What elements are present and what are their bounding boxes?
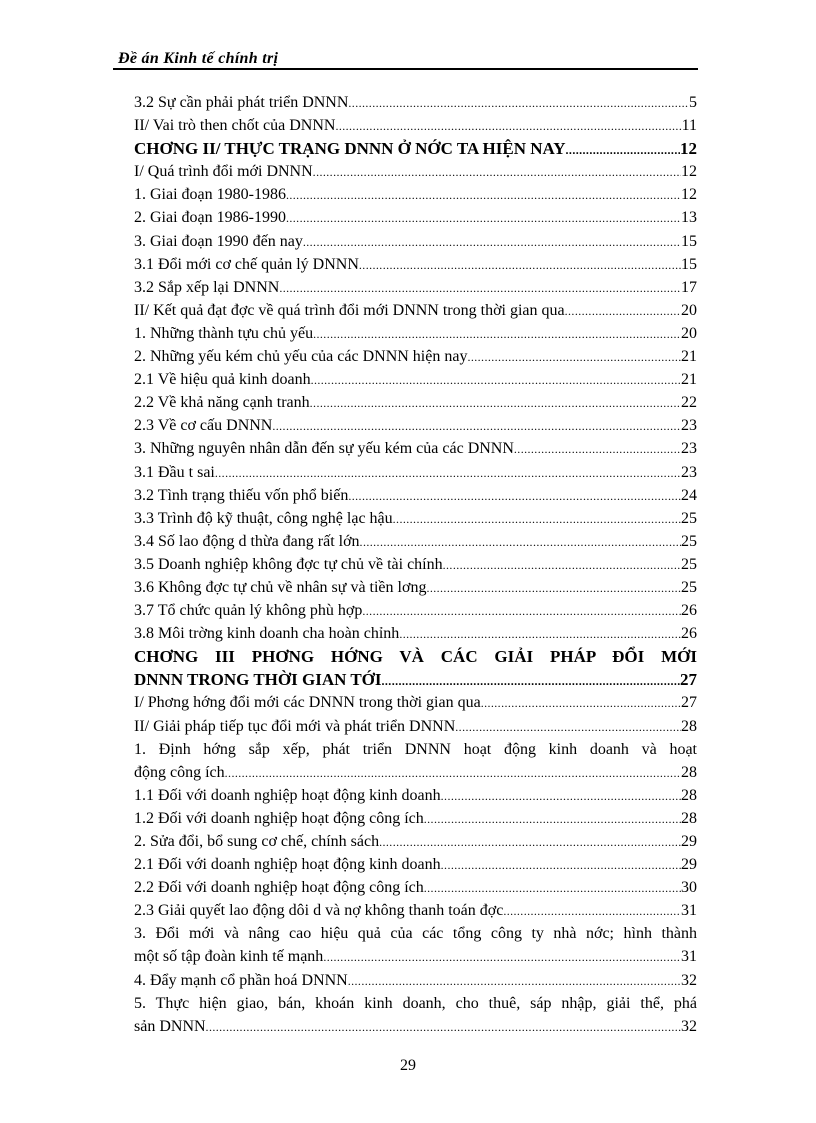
toc-dot-leader [225, 762, 681, 784]
toc-entry-page: 11 [681, 117, 697, 135]
toc-entry-page: 5 [689, 94, 697, 111]
toc-entry [134, 969, 697, 992]
toc-entry [134, 253, 697, 276]
toc-dot-leader [272, 415, 681, 437]
toc-entry-title: 2. Giai đoạn 1986-1990 [134, 209, 286, 227]
toc-entry-page: 25 [681, 532, 697, 550]
toc-entry [134, 437, 697, 460]
toc-entry-page: 31 [681, 902, 697, 920]
toc-entry-page: 23 [681, 417, 697, 435]
toc-entry-title: 1. Định hớng sắp xếp, phát triển DNNN hoạt động kinh doanh và hoạt [134, 740, 697, 758]
toc-dot-leader [565, 300, 681, 322]
toc-entry-page: 17 [681, 278, 697, 296]
toc-dot-leader [335, 115, 681, 137]
toc-entry-page: 15 [681, 232, 697, 250]
toc-entry-page: 28 [681, 809, 697, 827]
toc-entry-title: DNNN TRONG THỜI GIAN TỚI [134, 670, 382, 690]
toc-entry [134, 299, 697, 322]
toc-entry-title: một số tập đoàn kinh tế mạnh [134, 948, 324, 966]
toc-entry-page: 31 [681, 948, 697, 966]
toc-entry-title: 3.4 Số lao động d thừa đang rất lớn [134, 532, 360, 550]
toc-entry-title: 2.2 Về khả năng cạnh tranh [134, 394, 310, 412]
toc-entry-title: 2.1 Về hiệu quả kinh doanh [134, 371, 311, 389]
toc-dot-leader [424, 877, 681, 899]
table-of-contents [134, 91, 697, 1038]
toc-entry-title: 2.3 Về cơ cấu DNNN [134, 417, 273, 435]
toc-entry-title: sản DNNN [134, 1017, 206, 1035]
toc-entry-title: 3.1 Đầu t sai [134, 463, 215, 481]
toc-entry-title: 1. Những thành tựu chủ yếu [134, 324, 314, 342]
toc-dot-leader [441, 785, 681, 807]
toc-dot-leader [379, 831, 681, 853]
toc-entry-title: 3.8 Môi trờng kinh doanh cha hoàn chỉnh [134, 625, 400, 643]
toc-entry-page: 25 [681, 555, 697, 573]
toc-entry [134, 276, 697, 299]
toc-entry-title: 3.6 Không đợc tự chủ về nhân sự và tiền lơng [134, 578, 427, 596]
toc-entry [134, 784, 697, 807]
toc-entry-page: 20 [681, 324, 697, 342]
toc-entry-title: 3.3 Trình độ kỹ thuật, công nghệ lạc hậu [134, 509, 393, 527]
toc-dot-leader [382, 670, 681, 691]
toc-entry [134, 507, 697, 530]
toc-dot-leader [359, 254, 681, 276]
toc-dot-leader [362, 600, 681, 622]
toc-entry-title: II/ Kết quả đạt đợc về quá trình đổi mới DNNN trong thời gian qua [134, 301, 565, 319]
toc-entry [134, 114, 697, 137]
toc-entry-title: 2.3 Giải quyết lao động dôi d và nợ không thanh toán đợc [134, 902, 504, 920]
toc-dot-leader [424, 808, 681, 830]
toc-dot-leader [360, 531, 681, 553]
toc-entry-page: 12 [681, 186, 697, 204]
toc-dot-leader [503, 900, 681, 922]
toc-dot-leader [323, 946, 681, 968]
toc-dot-leader [286, 207, 681, 229]
toc-entry [134, 668, 697, 691]
toc-dot-leader [303, 231, 681, 253]
toc-entry-title: I/ Phơng hớng đổi mới các DNNN trong thời gian qua [134, 694, 481, 712]
toc-entry-title: CHƠNG III PHƠNG HỚNG VÀ CÁC GIẢI PHÁP ĐỔI MỚI [134, 647, 697, 667]
toc-entry-page: 12 [680, 139, 697, 159]
toc-entry [134, 461, 697, 484]
toc-entry [134, 91, 697, 114]
toc-entry-page: 28 [681, 786, 697, 804]
toc-entry-page: 12 [681, 163, 697, 181]
toc-entry [134, 715, 697, 738]
toc-entry-title: 2. Sửa đổi, bổ sung cơ chế, chính sách [134, 833, 380, 850]
toc-entry-title: 3.5 Doanh nghiệp không đợc tự chủ về tài chính [134, 555, 443, 573]
toc-entry [134, 622, 697, 645]
toc-dot-leader [393, 508, 681, 530]
toc-entry [134, 206, 697, 229]
toc-entry [134, 899, 697, 922]
toc-entry [134, 830, 697, 853]
toc-entry-title: 2. Những yếu kém chủ yếu của các DNNN hiện nay [134, 348, 468, 366]
toc-dot-leader [514, 438, 681, 460]
toc-entry-title: 4. Đẩy mạnh cổ phần hoá DNNN [134, 971, 348, 989]
toc-entry-page: 27 [680, 670, 697, 690]
toc-dot-leader [481, 692, 681, 714]
toc-dot-leader [348, 92, 689, 114]
toc-entry-page: 15 [681, 255, 697, 273]
toc-entry-page: 21 [681, 348, 697, 366]
toc-entry [134, 922, 697, 945]
toc-entry [134, 368, 697, 391]
header-rule [113, 68, 698, 70]
toc-entry [134, 1015, 697, 1038]
toc-entry-title: 3.2 Sự cần phải phát triển DNNN [134, 94, 349, 111]
toc-entry-title: 2.2 Đối với doanh nghiệp hoạt động công ích [134, 879, 424, 897]
toc-entry-title: 3. Giai đoạn 1990 đến nay [134, 232, 303, 250]
toc-entry-title: 1.2 Đối với doanh nghiệp hoạt động công ích [134, 809, 424, 827]
toc-dot-leader [441, 854, 681, 876]
toc-entry-page: 27 [681, 694, 697, 712]
page-number: 29 [400, 1057, 416, 1074]
toc-entry [134, 137, 697, 160]
toc-entry [134, 484, 697, 507]
toc-entry [134, 876, 697, 899]
toc-entry-title: 1. Giai đoạn 1980-1986 [134, 186, 286, 204]
toc-dot-leader [399, 623, 681, 645]
toc-entry-page: 29 [681, 856, 697, 874]
toc-entry-title: II/ Giải pháp tiếp tục đổi mới và phát triển DNNN [134, 717, 456, 735]
toc-entry-page: 22 [681, 394, 697, 412]
toc-entry [134, 761, 697, 784]
toc-entry-page: 25 [681, 509, 697, 527]
toc-dot-leader [279, 277, 681, 299]
toc-entry-title: động công ích [134, 763, 225, 781]
toc-dot-leader [443, 554, 681, 576]
toc-entry-title: 3.2 Tình trạng thiếu vốn phổ biến [134, 486, 349, 504]
toc-dot-leader [348, 970, 681, 992]
toc-entry-page: 30 [681, 879, 697, 897]
toc-entry [134, 807, 697, 830]
toc-entry-title: 5. Thực hiện giao, bán, khoán kinh doanh, cho thuê, sáp nhập, giải thể, phá [134, 994, 697, 1012]
toc-entry [134, 183, 697, 206]
toc-entry-page: 32 [681, 1017, 697, 1035]
toc-entry-page: 21 [681, 371, 697, 389]
toc-entry [134, 738, 697, 761]
toc-entry [134, 553, 697, 576]
toc-dot-leader [566, 139, 680, 160]
toc-entry-page: 23 [681, 440, 697, 458]
toc-entry-page: 24 [681, 486, 697, 504]
toc-entry-page: 26 [681, 625, 697, 643]
toc-entry [134, 391, 697, 414]
toc-entry-title: 2.1 Đối với doanh nghiệp hoạt động kinh doanh [134, 856, 441, 874]
toc-entry-page: 23 [681, 463, 697, 481]
toc-entry-title: 3. Đổi mới và nâng cao hiệu quả của các tổng công ty nhà nớc; hình thành [134, 925, 697, 943]
toc-entry [134, 691, 697, 714]
toc-entry-title: I/ Quá trình đổi mới DNNN [134, 163, 313, 181]
toc-entry-title: 3.1 Đổi mới cơ chế quản lý DNNN [134, 255, 359, 273]
toc-entry-page: 20 [681, 301, 697, 319]
toc-entry [134, 160, 697, 183]
toc-entry-title: 1.1 Đối với doanh nghiệp hoạt động kinh doanh [134, 786, 441, 804]
toc-entry [134, 414, 697, 437]
toc-dot-leader [313, 161, 681, 183]
toc-entry-page: 28 [681, 717, 697, 735]
toc-dot-leader [215, 462, 681, 484]
toc-entry-page: 29 [681, 833, 697, 850]
toc-entry-title: CHƠNG II/ THỰC TRẠNG DNNN Ở NỚC TA HIỆN NAY [134, 139, 566, 159]
toc-entry-page: 25 [681, 578, 697, 596]
toc-entry-page: 26 [681, 602, 697, 620]
toc-entry-title: 3.2 Sắp xếp lại DNNN [134, 278, 280, 296]
toc-entry [134, 853, 697, 876]
toc-entry [134, 230, 697, 253]
toc-dot-leader [455, 716, 681, 738]
toc-dot-leader [310, 392, 681, 414]
toc-entry [134, 322, 697, 345]
toc-entry [134, 945, 697, 968]
toc-entry-page: 32 [681, 971, 697, 989]
toc-entry [134, 645, 697, 668]
toc-dot-leader [348, 485, 681, 507]
toc-dot-leader [286, 184, 681, 206]
toc-entry [134, 530, 697, 553]
toc-dot-leader [311, 369, 681, 391]
toc-entry [134, 576, 697, 599]
toc-dot-leader [426, 577, 681, 599]
toc-entry [134, 345, 697, 368]
toc-entry-title: II/ Vai trò then chốt của DNNN [134, 117, 336, 135]
running-header-title: Đề án Kinh tế chính trị [118, 50, 279, 67]
toc-dot-leader [313, 323, 681, 345]
toc-entry-title: 3. Những nguyên nhân dẫn đến sự yếu kém của các DNNN [134, 440, 514, 458]
toc-entry-page: 13 [681, 209, 697, 227]
toc-dot-leader [467, 346, 681, 368]
toc-dot-leader [206, 1016, 681, 1038]
toc-entry-page: 28 [681, 763, 697, 781]
toc-entry [134, 599, 697, 622]
toc-entry [134, 992, 697, 1015]
toc-entry-title: 3.7 Tổ chức quản lý không phù hợp [134, 602, 363, 620]
